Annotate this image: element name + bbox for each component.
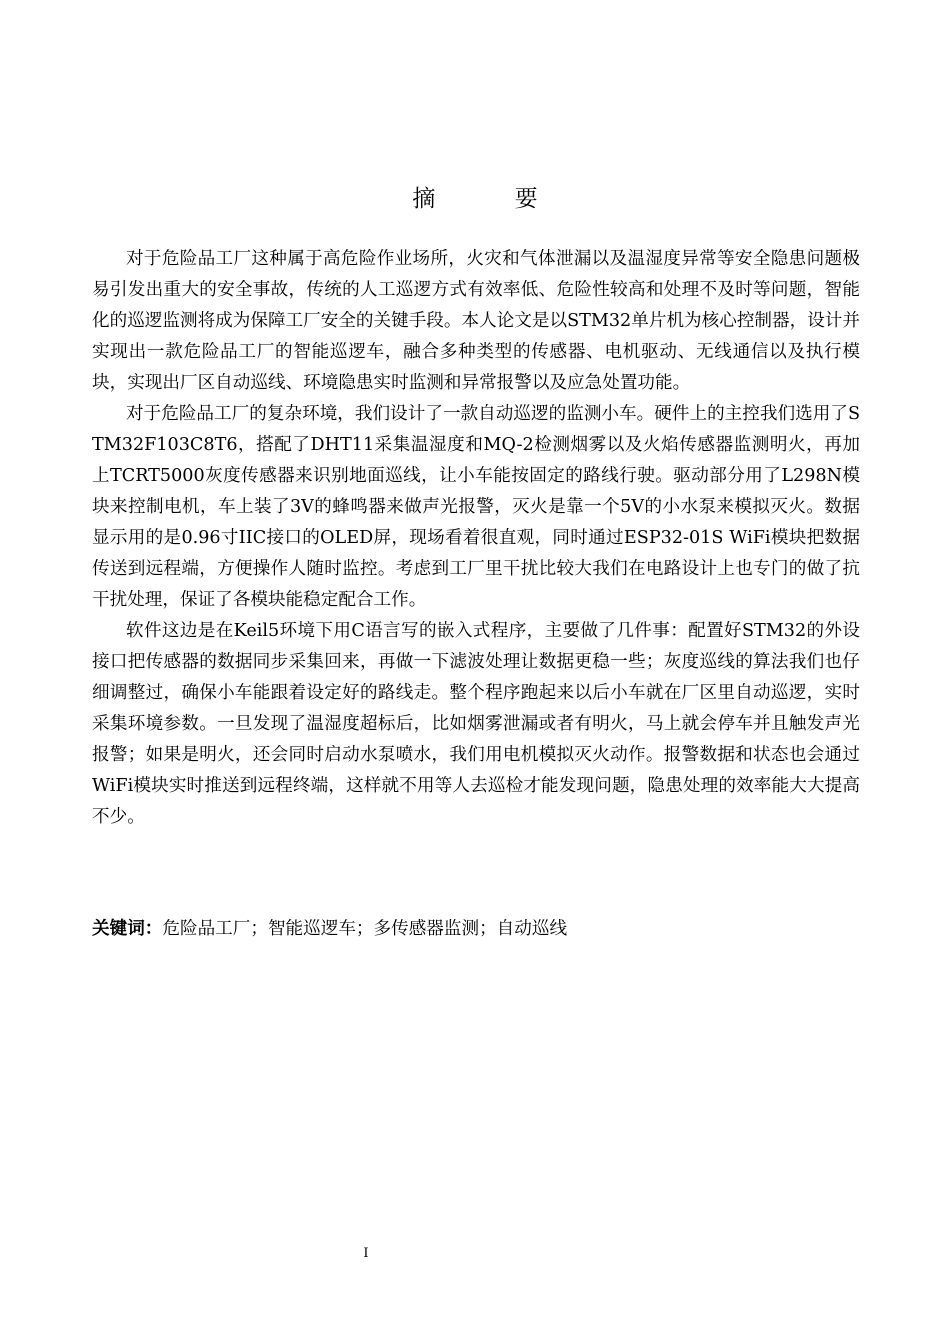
abstract-paragraph-1: 对于危险品工厂这种属于高危险作业场所，火灾和气体泄漏以及温湿度异常等安全隐患问题极易引发出重大的安全事故，传统的人工巡逻方式有效率低、危险性较高和处理不及时等问题，智能化的巡逻监测将成为保障工厂安全的关键手段。本人论文是以STM32单片机为核心控制器，设计并实现出一款危险品工厂的智能巡逻车，融合多种类型的传感器、电机驱动、无线通信以及执行模块，实现出厂区自动巡线、环境隐患实时监测和异常报警以及应急处置功能。 [92, 249, 860, 393]
page-number: I [363, 1246, 369, 1261]
abstract-title: 摘 要 [412, 186, 574, 212]
keywords-text: 危险品工厂；智能巡逻车；多传感器监测；自动巡线 [162, 919, 568, 939]
abstract-paragraph-2: 对于危险品工厂的复杂环境，我们设计了一款自动巡逻的监测小车。硬件上的主控我们选用了STM32F103C8T6，搭配了DHT11采集温湿度和MQ-2检测烟雾以及火焰传感器监测明火，再加上TCRT5000灰度传感器来识别地面巡线，让小车能按固定的路线行驶。驱动部分用了L298N模块来控制电机，车上装了3V的蜂鸣器来做声光报警，灭火是靠一个5V的小水泵来模拟灭火。数据显示用的是0.96寸IIC接口的OLED屏，现场看着很直观，同时通过ESP32-01S WiFi模块把数据传送到远程端，方便操作人随时监控。考虑到工厂里干扰比较大我们在电路设计上也专门的做了抗干扰处理，保证了各模块能稳定配合工作。 [92, 404, 860, 610]
abstract-body [92, 244, 860, 833]
keywords-line [92, 914, 860, 945]
keywords-label: 关键词： [92, 919, 163, 939]
abstract-paragraph-3: 软件这边是在Keil5环境下用C语言写的嵌入式程序，主要做了几件事：配置好STM32的外设接口把传感器的数据同步采集回来，再做一下滤波处理让数据更稳一些；灰度巡线的算法我们也仔细调整过，确保小车能跟着设定好的路线走。整个程序跑起来以后小车就在厂区里自动巡逻，实时采集环境参数。一旦发现了温湿度超标后，比如烟雾泄漏或者有明火，马上就会停车并且触发声光报警；如果是明火，还会同时启动水泵喷水，我们用电机模拟灭火动作。报警数据和状态也会通过WiFi模块实时推送到远程终端，这样就不用等人去巡检才能发现问题，隐患处理的效率能大大提高不少。 [92, 621, 860, 827]
